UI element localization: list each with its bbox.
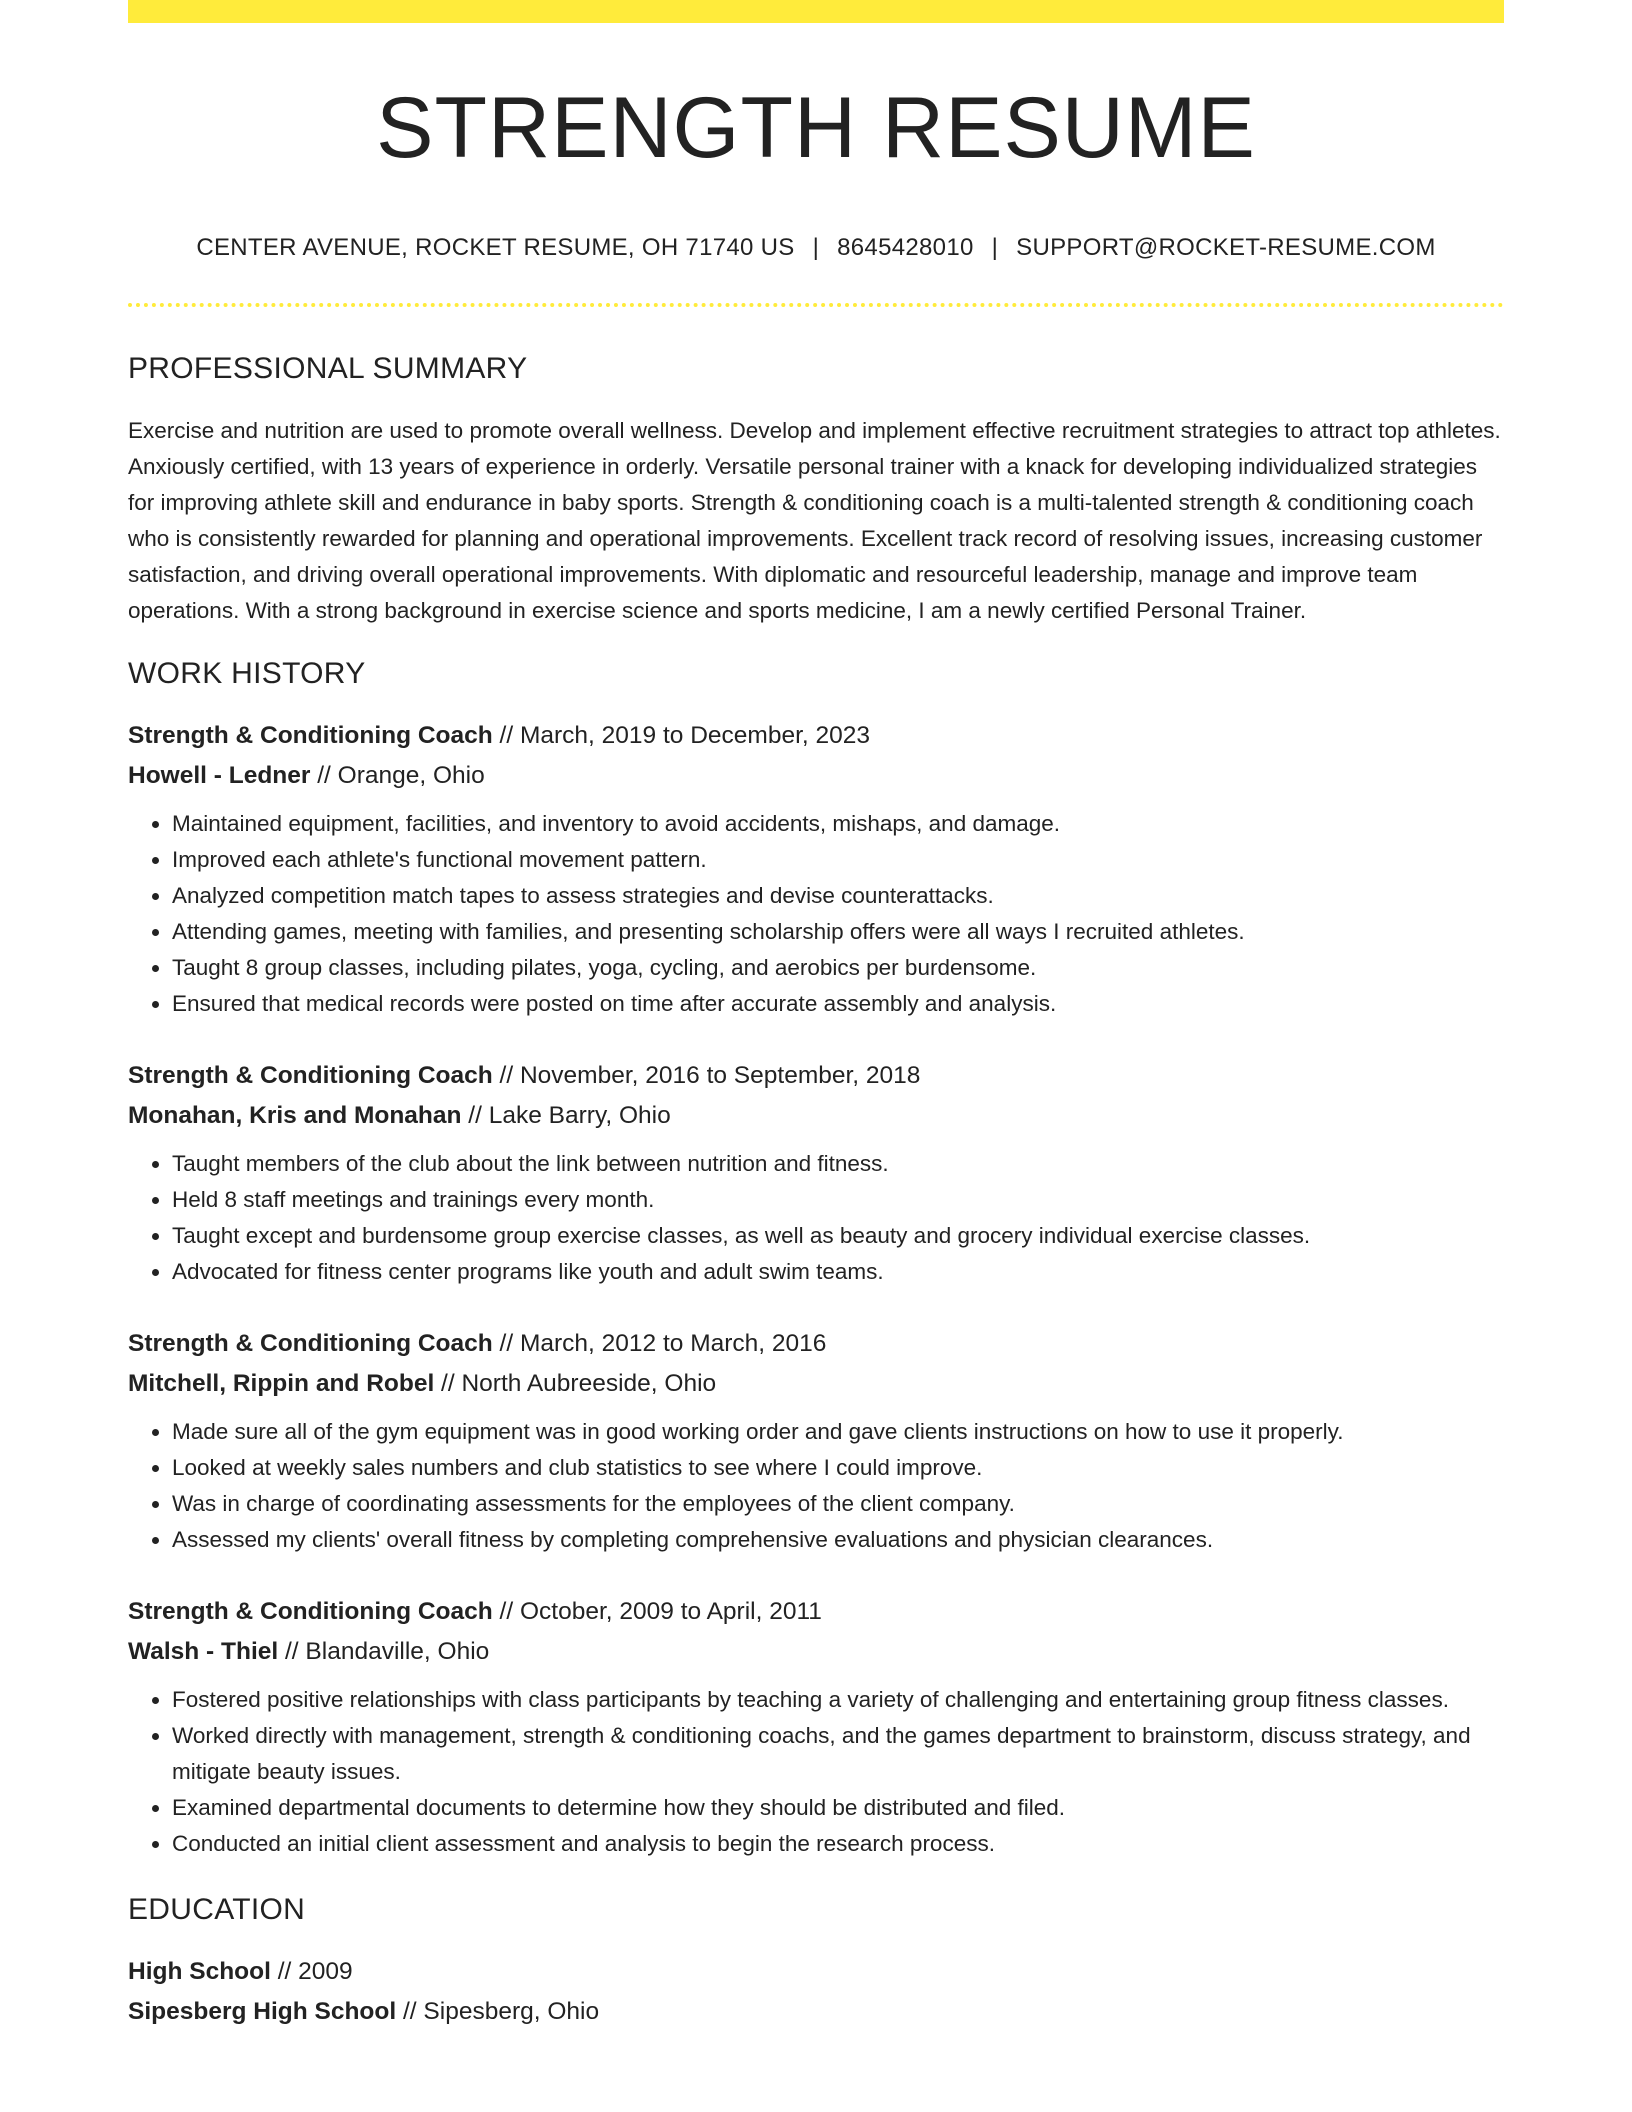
job-bullet: • Maintained equipment, facilities, and inventory to avoid accidents, mishaps, and damage.: [172, 806, 1504, 842]
contact-separator: |: [991, 234, 999, 261]
job-title-line: [128, 1592, 1504, 1632]
contact-line: [128, 234, 1504, 263]
job-company-line: [128, 1632, 1504, 1672]
education-degree: High School: [128, 1957, 271, 1985]
job-role: Strength & Conditioning Coach: [128, 1329, 493, 1357]
education-entry: [128, 1952, 1504, 2032]
job-location: // Orange, Ohio: [310, 761, 485, 789]
job-bullet: • Was in charge of coordinating assessments for the employees of the client company.: [172, 1486, 1504, 1522]
job-bullets: [128, 1414, 1504, 1558]
education-school-line: [128, 1992, 1504, 2032]
education-heading: EDUCATION: [128, 1892, 306, 1926]
job-dates: // March, 2019 to December, 2023: [492, 721, 870, 749]
job-bullet: • Taught members of the club about the link between nutrition and fitness.: [172, 1146, 1504, 1182]
job-dates: // November, 2016 to September, 2018: [492, 1061, 921, 1089]
job-bullet: • Advocated for fitness center programs like youth and adult swim teams.: [172, 1254, 1504, 1290]
education-school: Sipesberg High School: [128, 1997, 397, 2025]
job-bullet: • Worked directly with management, strength & conditioning coachs, and the games department to brainstorm, discuss strategy, and mitigate beauty issues.: [172, 1718, 1504, 1790]
job-bullet: • Examined departmental documents to determine how they should be distributed and filed.: [172, 1790, 1504, 1826]
education-year: // 2009: [270, 1957, 353, 1985]
job-company-line: [128, 1096, 1504, 1136]
job-bullets: [128, 1682, 1504, 1862]
contact-separator: |: [812, 234, 820, 261]
job-dates: // March, 2012 to March, 2016: [492, 1329, 827, 1357]
job-bullet: • Ensured that medical records were posted on time after accurate assembly and analysis.: [172, 986, 1504, 1022]
job-dates: // October, 2009 to April, 2011: [492, 1597, 822, 1625]
job-entry: [128, 1324, 1504, 1558]
job-bullet: • Held 8 staff meetings and trainings every month.: [172, 1182, 1504, 1218]
job-role: Strength & Conditioning Coach: [128, 1061, 493, 1089]
header-divider: [128, 303, 1504, 307]
job-role: Strength & Conditioning Coach: [128, 1597, 493, 1625]
job-title-line: [128, 716, 1504, 756]
job-bullet: • Conducted an initial client assessment and analysis to begin the research process.: [172, 1826, 1504, 1862]
education-degree-line: [128, 1952, 1504, 1992]
job-title-line: [128, 1324, 1504, 1364]
contact-email: SUPPORT@ROCKET-RESUME.COM: [1016, 234, 1436, 261]
job-company: Walsh - Thiel: [128, 1637, 279, 1665]
job-company-line: [128, 756, 1504, 796]
job-location: // Blandaville, Ohio: [278, 1637, 490, 1665]
job-entry: [128, 716, 1504, 1022]
job-company: Monahan, Kris and Monahan: [128, 1101, 462, 1129]
work-history-heading: WORK HISTORY: [128, 656, 366, 690]
job-company-line: [128, 1364, 1504, 1404]
top-accent-bar: [128, 0, 1504, 23]
resume-name: STRENGTH RESUME: [376, 80, 1256, 176]
job-title-line: [128, 1056, 1504, 1096]
job-location: // Lake Barry, Ohio: [461, 1101, 671, 1129]
job-location: // North Aubreeside, Ohio: [434, 1369, 717, 1397]
job-entry: [128, 1056, 1504, 1290]
job-bullet: • Looked at weekly sales numbers and club statistics to see where I could improve.: [172, 1450, 1504, 1486]
job-bullet: • Taught except and burdensome group exercise classes, as well as beauty and grocery individual exercise classes.: [172, 1218, 1504, 1254]
job-role: Strength & Conditioning Coach: [128, 721, 493, 749]
work-history-list: [128, 716, 1504, 1862]
education-location: // Sipesberg, Ohio: [396, 1997, 600, 2025]
summary-heading: PROFESSIONAL SUMMARY: [128, 351, 528, 385]
job-bullet: • Taught 8 group classes, including pilates, yoga, cycling, and aerobics per burdensome.: [172, 950, 1504, 986]
job-bullet: • Assessed my clients' overall fitness by completing comprehensive evaluations and physician clearances.: [172, 1522, 1504, 1558]
job-bullet: • Fostered positive relationships with class participants by teaching a variety of challenging and entertaining group fitness classes.: [172, 1682, 1504, 1718]
contact-address: CENTER AVENUE, ROCKET RESUME, OH 71740 US: [196, 234, 795, 261]
resume-page: [128, 0, 1504, 2032]
job-company: Mitchell, Rippin and Robel: [128, 1369, 435, 1397]
job-bullet: • Attending games, meeting with families, and presenting scholarship offers were all ways I recruited athletes.: [172, 914, 1504, 950]
job-bullet: • Analyzed competition match tapes to assess strategies and devise counterattacks.: [172, 878, 1504, 914]
summary-text: Exercise and nutrition are used to promote overall wellness. Develop and implement effective recruitment strategies to attract top athletes. Anxiously certified, with 13 years of experience in orderly. Versatile personal trainer with a knack for developing individualized strategies for improving athlete skill and endurance in baby sports. Strength & conditioning coach is a multi-talented strength & conditioning coach who is consistently rewarded for planning and operational improvements. Excellent track record of resolving issues, increasing customer satisfaction, and driving overall operational improvements. With diplomatic and resourceful leadership, manage and improve team operations. With a strong background in exercise science and sports medicine, I am a newly certified Personal Trainer.: [128, 417, 1501, 623]
job-bullets: [128, 1146, 1504, 1290]
job-bullet: • Made sure all of the gym equipment was in good working order and gave clients instructions on how to use it properly.: [172, 1414, 1504, 1450]
job-entry: [128, 1592, 1504, 1862]
job-bullets: [128, 806, 1504, 1022]
job-company: Howell - Ledner: [128, 761, 311, 789]
job-bullet: • Improved each athlete's functional movement pattern.: [172, 842, 1504, 878]
contact-phone: 8645428010: [837, 234, 974, 261]
